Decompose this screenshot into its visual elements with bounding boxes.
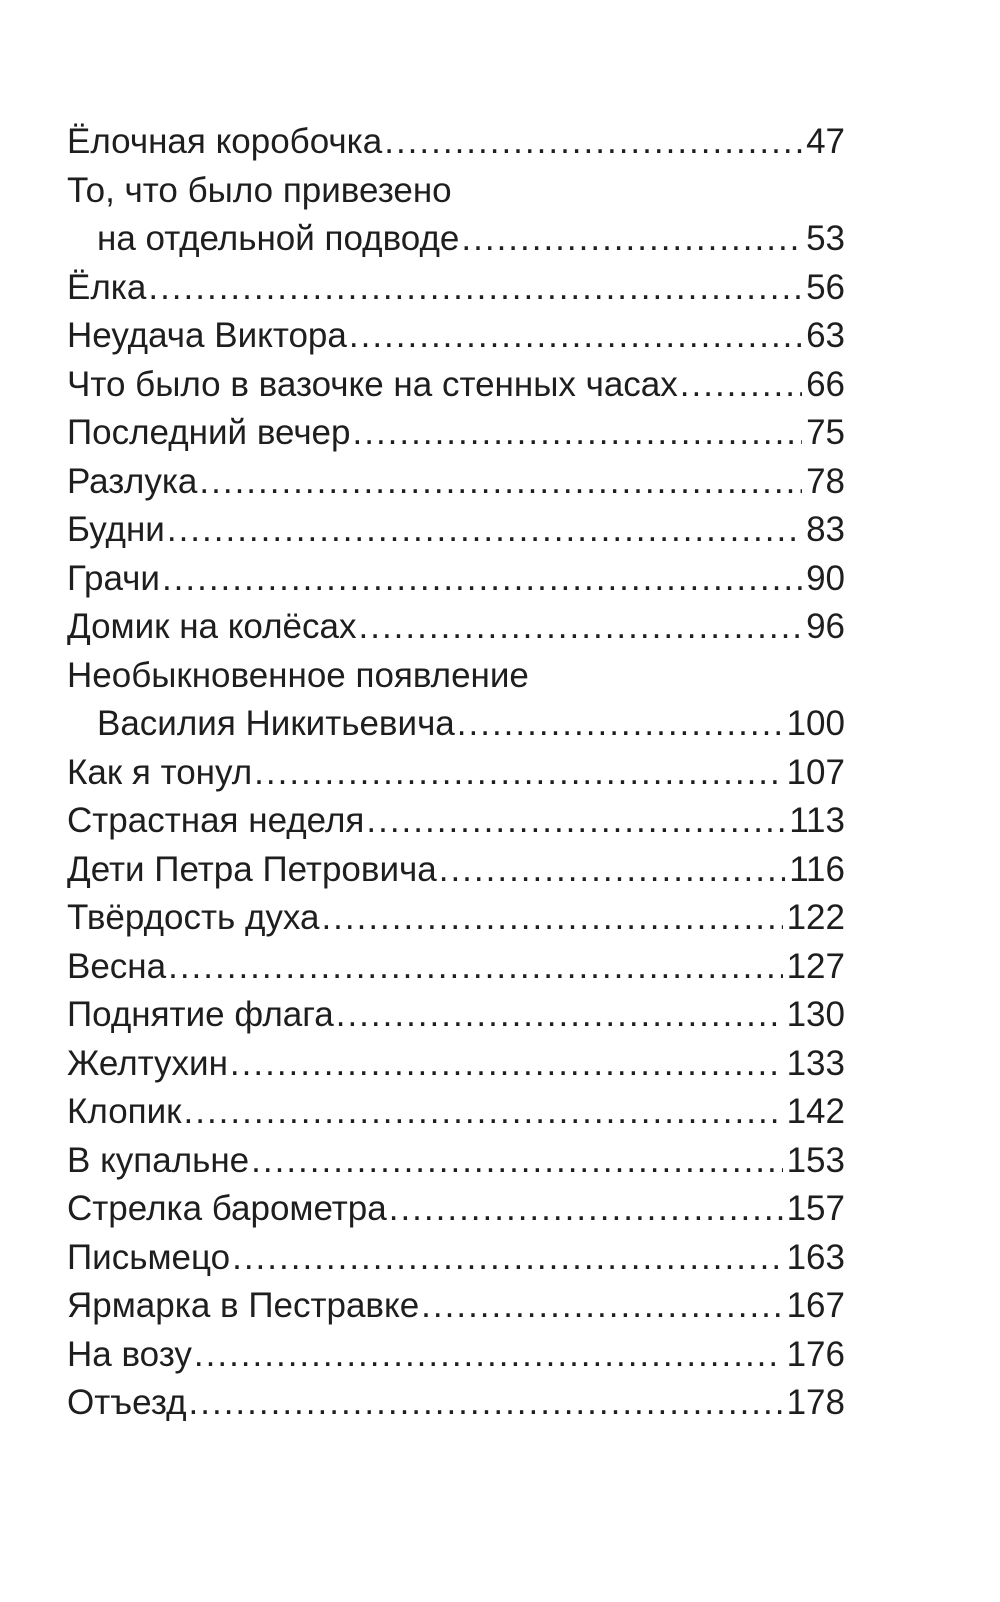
toc-entry-line xyxy=(67,1379,845,1428)
toc-entry-line xyxy=(67,797,845,846)
dot-leader xyxy=(199,458,802,507)
dot-leader xyxy=(148,264,802,313)
toc-entry-title: Весна xyxy=(67,946,167,986)
toc-entry-title: Домик на колёсах xyxy=(67,607,357,646)
dot-leader xyxy=(167,506,802,555)
toc-entry-title: Неудача Виктора xyxy=(67,316,347,355)
toc-page-number: 63 xyxy=(806,316,845,355)
toc-entry[interactable] xyxy=(67,458,845,507)
dot-leader xyxy=(168,943,782,992)
dot-leader xyxy=(251,1137,782,1186)
toc-page-number: 83 xyxy=(806,510,845,549)
toc-entry-line xyxy=(67,1137,845,1186)
toc-entry[interactable] xyxy=(67,555,845,604)
toc-entry-title: Необыкновенное появление xyxy=(67,655,529,695)
toc-page-number: 113 xyxy=(789,801,845,840)
dot-leader xyxy=(389,1185,783,1234)
toc-entry-title: Письмецо xyxy=(67,1237,231,1277)
toc-entry-title: Поднятие флага xyxy=(67,995,334,1034)
dot-leader xyxy=(162,555,802,604)
toc-entry[interactable] xyxy=(67,118,845,167)
toc-entry-title: Грачи xyxy=(67,558,160,598)
toc-page-number: 66 xyxy=(806,364,845,404)
toc-page-number: 178 xyxy=(786,1383,845,1422)
toc-entry-line xyxy=(67,991,845,1040)
toc-page-number: 53 xyxy=(806,219,845,258)
dot-leader xyxy=(189,1379,783,1428)
toc-entry-line xyxy=(67,603,845,652)
toc-entry-line xyxy=(67,700,845,749)
dot-leader xyxy=(254,749,782,798)
dot-leader xyxy=(321,894,782,943)
toc-entry-title: Что было в вазочке на стенных часах xyxy=(67,364,678,404)
toc-entry[interactable] xyxy=(67,846,845,895)
toc-entry[interactable] xyxy=(67,991,845,1040)
dot-leader xyxy=(439,846,785,895)
toc-page-number: 142 xyxy=(786,1092,845,1131)
toc-entry-line xyxy=(67,652,845,701)
toc-entry-line xyxy=(67,409,845,458)
toc-page-number: 107 xyxy=(786,752,845,792)
toc-entry-title: Ёлка xyxy=(67,267,147,307)
toc-entry[interactable] xyxy=(67,167,845,264)
toc-entry-line xyxy=(67,1331,845,1380)
toc-page-number: 163 xyxy=(786,1237,845,1277)
toc-entry-title: Дети Петра Петровича xyxy=(67,849,437,889)
dot-leader xyxy=(461,215,802,264)
toc-entry[interactable] xyxy=(67,1040,845,1089)
toc-entry-title: В купальне xyxy=(67,1140,250,1180)
toc-entry-title: То, что было привезено xyxy=(67,170,452,210)
toc-entry-title: Василия Никитьевича xyxy=(97,704,455,743)
toc-entry-line xyxy=(67,1185,845,1234)
toc-entry-title: На возу xyxy=(67,1334,192,1374)
toc-entry[interactable] xyxy=(67,264,845,313)
toc-entry-line xyxy=(67,118,845,167)
dot-leader xyxy=(359,603,803,652)
toc-page-number: 96 xyxy=(806,607,845,646)
toc-page-number: 47 xyxy=(806,122,845,161)
toc-entry-title: на отдельной подводе xyxy=(97,219,460,258)
dot-leader xyxy=(366,797,785,846)
toc-entry[interactable] xyxy=(67,506,845,555)
table-of-contents xyxy=(67,118,845,1428)
toc-page-number: 116 xyxy=(789,849,845,889)
toc-page-number: 75 xyxy=(806,413,845,452)
dot-leader xyxy=(232,1234,783,1283)
dot-leader xyxy=(230,1040,783,1089)
toc-entry-line xyxy=(67,506,845,555)
toc-entry[interactable] xyxy=(67,1282,845,1331)
dot-leader xyxy=(421,1282,782,1331)
dot-leader xyxy=(194,1331,783,1380)
toc-entry-line xyxy=(67,943,845,992)
dot-leader xyxy=(353,409,803,458)
toc-page-number: 127 xyxy=(786,946,845,986)
toc-page-number: 157 xyxy=(786,1189,845,1228)
toc-entry[interactable] xyxy=(67,1234,845,1283)
toc-page-number: 56 xyxy=(806,267,845,307)
toc-entry-title: Будни xyxy=(67,510,165,549)
toc-entry-title: Разлука xyxy=(67,461,198,501)
toc-entry-line xyxy=(67,215,845,264)
toc-entry[interactable] xyxy=(67,894,845,943)
dot-leader xyxy=(680,361,802,410)
toc-entry[interactable] xyxy=(67,749,845,798)
toc-entry-line xyxy=(67,846,845,895)
toc-page-number: 100 xyxy=(786,704,845,743)
dot-leader xyxy=(384,118,802,167)
toc-page-number: 133 xyxy=(786,1043,845,1083)
toc-entry[interactable] xyxy=(67,943,845,992)
toc-entry-line xyxy=(67,167,845,216)
toc-entry[interactable] xyxy=(67,312,845,361)
dot-leader xyxy=(349,312,802,361)
toc-entry-line xyxy=(67,264,845,313)
toc-entry-line xyxy=(67,894,845,943)
toc-entry-title: Страстная неделя xyxy=(67,801,365,840)
toc-entry-line xyxy=(67,749,845,798)
toc-entry-line xyxy=(67,458,845,507)
toc-entry[interactable] xyxy=(67,1088,845,1137)
toc-entry-line xyxy=(67,1234,845,1283)
toc-entry[interactable] xyxy=(67,1137,845,1186)
toc-entry[interactable] xyxy=(67,652,845,749)
toc-entry-line xyxy=(67,1088,845,1137)
toc-entry-title: Как я тонул xyxy=(67,752,253,792)
toc-entry[interactable] xyxy=(67,797,845,846)
toc-page-number: 90 xyxy=(806,558,845,598)
toc-entry[interactable] xyxy=(67,1379,845,1428)
toc-page-number: 167 xyxy=(786,1286,845,1325)
toc-entry-title: Ёлочная коробочка xyxy=(67,122,383,161)
dot-leader xyxy=(457,700,783,749)
toc-entry-title: Ярмарка в Пестравке xyxy=(67,1286,420,1325)
toc-page-number: 153 xyxy=(786,1140,845,1180)
toc-entry-line xyxy=(67,361,845,410)
toc-entry-title: Твёрдость духа xyxy=(67,898,320,937)
toc-entry[interactable] xyxy=(67,1331,845,1380)
toc-page-number: 78 xyxy=(806,461,845,501)
toc-entry-title: Желтухин xyxy=(67,1043,228,1083)
toc-entry-title: Клопик xyxy=(67,1092,182,1131)
toc-entry[interactable] xyxy=(67,1185,845,1234)
toc-entry-title: Последний вечер xyxy=(67,413,351,452)
toc-entry-line xyxy=(67,312,845,361)
toc-entry-title: Стрелка барометра xyxy=(67,1189,387,1228)
toc-entry-line xyxy=(67,1040,845,1089)
toc-entry-title: Отъезд xyxy=(67,1383,187,1422)
toc-page-number: 122 xyxy=(786,898,845,937)
toc-entry[interactable] xyxy=(67,361,845,410)
toc-entry[interactable] xyxy=(67,409,845,458)
toc-entry-line xyxy=(67,555,845,604)
toc-page-number: 130 xyxy=(786,995,845,1034)
dot-leader xyxy=(336,991,783,1040)
toc-page-number: 176 xyxy=(786,1334,845,1374)
toc-entry[interactable] xyxy=(67,603,845,652)
dot-leader xyxy=(184,1088,783,1137)
toc-entry-line xyxy=(67,1282,845,1331)
